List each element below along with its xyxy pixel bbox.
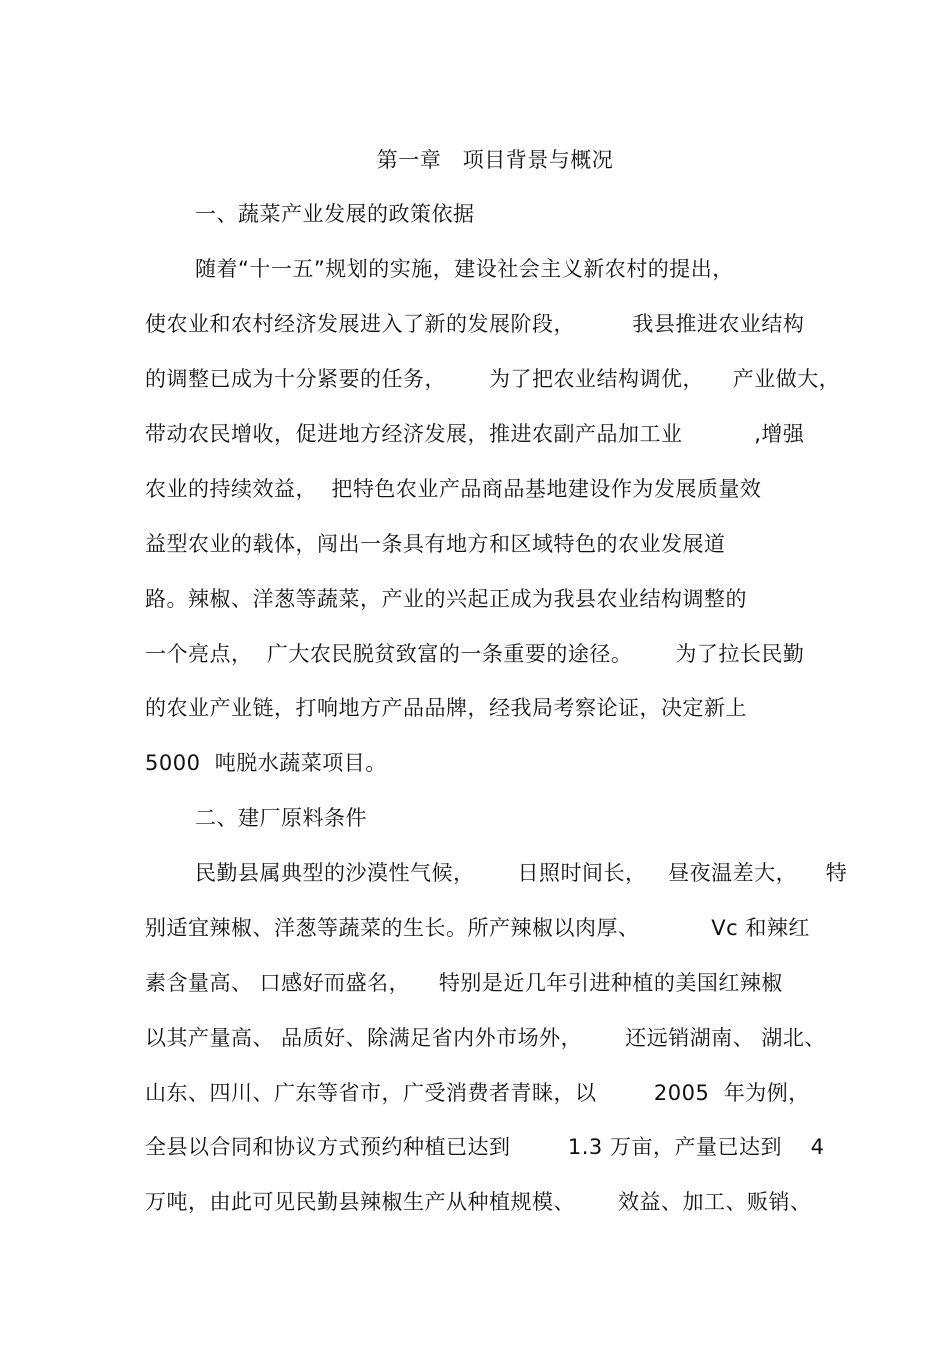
- section-heading-policy: 一、蔬菜产业发展的政策依据: [195, 202, 475, 226]
- paragraph-line: 的调整已成为十分紧要的任务， 为了把农业结构调优， 产业做大，: [145, 367, 841, 391]
- paragraph-line: 带动农民增收，促进地方经济发展，推进农副产品加工业 ,增强: [145, 422, 805, 446]
- paragraph-line: 随着“十一五”规划的实施，建设社会主义新农村的提出，: [195, 257, 734, 281]
- paragraph-line: 万吨，由此可见民勤县辣椒生产从种植规模、 效益、加工、贩销、: [145, 1190, 812, 1214]
- paragraph-line: 农业的持续效益， 把特色农业产品商品基地建设作为发展质量效: [145, 477, 762, 501]
- paragraph-line: 5000 吨脱水蔬菜项目。: [145, 751, 387, 775]
- paragraph-line: 的农业产业链，打响地方产品品牌，经我局考察论证，决定新上: [145, 696, 747, 720]
- chapter-title: 第一章 项目背景与概况: [376, 148, 614, 172]
- paragraph-line: 民勤县属典型的沙漠性气候， 日照时间长， 昼夜温差大， 特: [195, 861, 848, 885]
- paragraph-line: 素含量高、 口感好而盛名， 特别是近几年引进种植的美国红辣椒: [145, 971, 783, 995]
- paragraph-line: 别适宜辣椒、洋葱等蔬菜的生长。所产辣椒以肉厚、 Vc 和辣红: [145, 916, 810, 940]
- paragraph-line: 一个亮点， 广大农民脱贫致富的一条重要的途径。 为了拉长民勤: [145, 642, 805, 666]
- paragraph-line: 山东、四川、广东等省市，广受消费者青睐，以 2005 年为例，: [145, 1081, 810, 1105]
- section-heading-materials: 二、建厂原料条件: [195, 806, 367, 830]
- paragraph-line: 以其产量高、 品质好、除满足省内外市场外， 还远销湖南、 湖北、: [145, 1026, 826, 1050]
- paragraph-line: 使农业和农村经济发展进入了新的发展阶段， 我县推进农业结构: [145, 312, 805, 336]
- paragraph-line: 路。辣椒、洋葱等蔬菜，产业的兴起正成为我县农业结构调整的: [145, 587, 747, 611]
- paragraph-line: 益型农业的载体，闯出一条具有地方和区域特色的农业发展道: [145, 532, 726, 556]
- paragraph-line: 全县以合同和协议方式预约种植已达到 1.3 万亩，产量已达到 4: [145, 1135, 825, 1159]
